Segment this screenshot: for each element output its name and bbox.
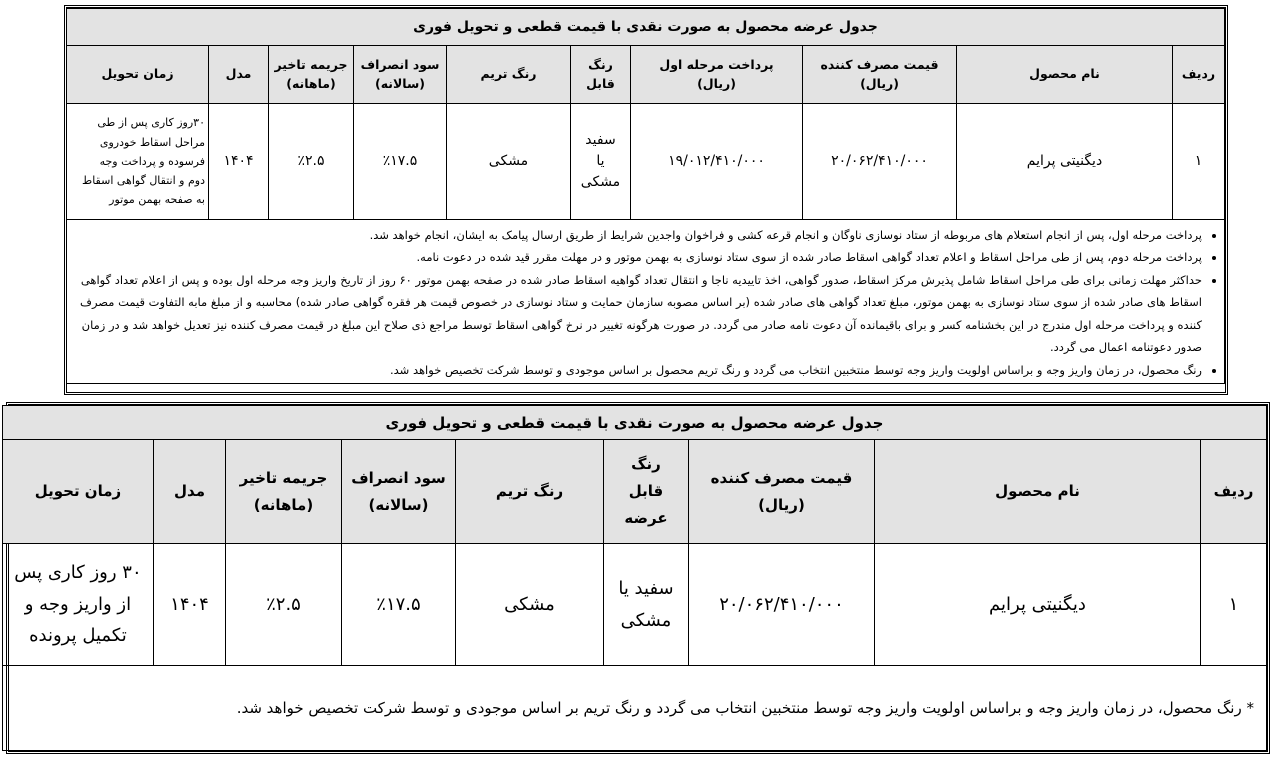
header-row-number: ردیف <box>1201 440 1267 544</box>
header-trim-color: رنگ تریم <box>447 46 571 104</box>
note-item: • رنگ محصول، در زمان واریز وجه و براساس اولویت واریز وجه توسط منتخبین انتخاب می گردد و رنگ تریم محصول بر اساس موجودی و توسط شرکت تخصیص خواهد شد. <box>77 359 1202 381</box>
cell-delivery-time: ۳۰روز کاری پس از طی مراحل اسقاط خودروی فرسوده و پرداخت وجه دوم و انتقال گواهی اسقاط به صفحه بهمن موتور <box>66 104 208 220</box>
cell-consumer-price: ۲۰/۰۶۲/۴۱۰/۰۰۰ <box>803 104 957 220</box>
header-color: رنگ قابل عرضه <box>604 440 689 544</box>
note-item: • حداکثر مهلت زمانی برای طی مراحل اسقاط شامل پذیرش مرکز اسقاط، صدور گواهی، اخذ تاییدیه ناجا و انتقال تعداد گواهیه اسقاط صادر شده در صفحه بهمن موتور ۶۰ روز از تاریخ واریز وجه مرحله اول بوده و پس از اعلام تعداد گواهی اسقاط های صادر شده از سوی ستاد نوسازی به بهمن موتور، مبلغ تعداد گواهی های صادر شده (بر اساس مصوبه سازمان حمایت و ستاد نوسازی در خصوص قیمت هر فقره گواهی صادر شده) محاسبه و از مبلغ مابه التفاوت قیمت مصرف کننده و پرداخت مرحله اول مندرج در این بخشنامه کسر و برای باقیمانده آن دعوت نامه صادر می گردد. در صورت هرگونه تغییر در نرخ گواهی اسقاط توسط مراجع ذی صلاح این مبلغ در قیمت مصرف کننده نیز تعدیل خواهد شد و در زمان صدور دعوتنامه اعمال می گردد. <box>77 269 1202 359</box>
header-trim-color: رنگ تریم <box>456 440 604 544</box>
header-delay-penalty: جریمه تاخیر (ماهانه) <box>269 46 354 104</box>
color-note: * رنگ محصول، در زمان واریز وجه و براساس اولویت واریز وجه توسط منتخبین انتخاب می گردد و رنگ تریم بر اساس موجودی و توسط شرکت تخصیص خواهد شد. <box>2 666 1266 751</box>
table-title: جدول عرضه محصول به صورت نقدی با قیمت قطعی و تحویل فوری <box>66 9 1224 46</box>
header-model: مدل <box>154 440 226 544</box>
header-cancellation-profit: سود انصراف (سالانه) <box>354 46 447 104</box>
cell-trim-color: مشکی <box>456 544 604 666</box>
header-product-name: نام محصول <box>957 46 1173 104</box>
header-delay-penalty: جریمه تاخیر (ماهانه) <box>226 440 342 544</box>
note-item: • پرداخت مرحله اول، پس از انجام استعلام های مربوطه از ستاد نوسازی ناوگان و انجام قرعه کشی و فراخوان واجدین شرایط از طریق ارسال پیامک به ایشان، انجام خواهد شد. <box>77 224 1202 246</box>
bottom-table <box>2 405 1267 751</box>
table-row <box>66 104 1224 220</box>
cell-delivery-time: ۳۰ روز کاری پس از واریز وجه و تکمیل پرونده <box>2 544 153 666</box>
cell-color: سفید یا مشکی <box>571 104 631 220</box>
cell-delay-penalty: ٪۲.۵ <box>226 544 342 666</box>
note-item: • پرداخت مرحله دوم، پس از طی مراحل اسقاط و اعلام تعداد گواهی اسقاط صادر شده از سوی ستاد نوسازی به بهمن موتور و در مهلت مقرر قید شده در دعوت نامه. <box>77 246 1202 268</box>
cell-consumer-price: ۲۰/۰۶۲/۴۱۰/۰۰۰ <box>689 544 875 666</box>
top-table <box>66 8 1225 384</box>
top-offer-table <box>64 5 1228 395</box>
header-delivery-time: زمان تحویل <box>2 440 153 544</box>
cell-cancellation-profit: ٪۱۷.۵ <box>354 104 447 220</box>
header-color: رنگ قابل <box>571 46 631 104</box>
cell-model: ۱۴۰۴ <box>154 544 226 666</box>
header-cancellation-profit: سود انصراف (سالانه) <box>342 440 456 544</box>
cell-trim-color: مشکی <box>447 104 571 220</box>
table-title: جدول عرضه محصول به صورت نقدی با قیمت قطعی و تحویل فوری <box>2 406 1266 440</box>
cell-product-name: دیگنیتی پرایم <box>957 104 1173 220</box>
notes-list <box>77 224 1216 381</box>
bottom-offer-table <box>6 402 1270 754</box>
cell-color: سفید یا مشکی <box>604 544 689 666</box>
header-product-name: نام محصول <box>875 440 1201 544</box>
header-first-payment: پرداخت مرحله اول (ریال) <box>631 46 803 104</box>
cell-delay-penalty: ٪۲.۵ <box>269 104 354 220</box>
header-delivery-time: زمان تحویل <box>66 46 208 104</box>
cell-row-number: ۱ <box>1201 544 1267 666</box>
header-row-number: ردیف <box>1173 46 1225 104</box>
table-row <box>2 544 1266 666</box>
header-consumer-price: قیمت مصرف کننده (ریال) <box>803 46 957 104</box>
cell-model: ۱۴۰۴ <box>209 104 269 220</box>
notes-section <box>66 220 1224 384</box>
header-model: مدل <box>209 46 269 104</box>
cell-first-payment: ۱۹/۰۱۲/۴۱۰/۰۰۰ <box>631 104 803 220</box>
cell-cancellation-profit: ٪۱۷.۵ <box>342 544 456 666</box>
header-consumer-price: قیمت مصرف کننده (ریال) <box>689 440 875 544</box>
cell-product-name: دیگنیتی پرایم <box>875 544 1201 666</box>
cell-row-number: ۱ <box>1173 104 1225 220</box>
